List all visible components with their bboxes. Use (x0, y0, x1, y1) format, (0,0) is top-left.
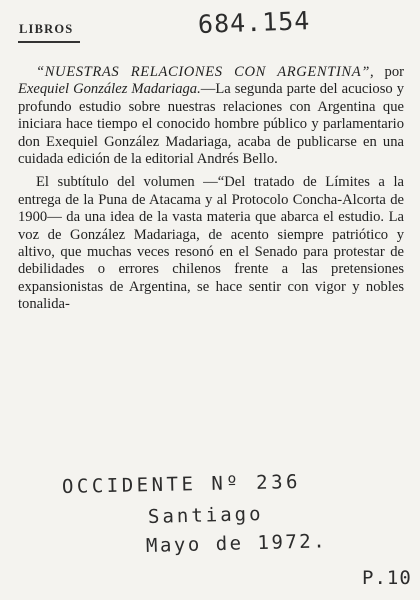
book-author: Exequiel González Madariaga. (18, 81, 201, 98)
byline-connector: , por (369, 64, 404, 80)
handwritten-catalog-number: 684.154 (197, 6, 311, 39)
paragraph-1-text: —La segunda parte del acucioso y profundo estudio sobre nuestras relaciones con Argentina que iniciara hace tiempo el conocido hombre público y parlamentario don Exequiel González Madariaga, acaba de publicarse en una cuidada edición de la editorial Andrés Bello. (18, 81, 404, 168)
section-label: LIBROS (19, 22, 74, 36)
book-title: “NUESTRAS RELACIONES CON ARGENTINA” (36, 64, 370, 80)
section-underline (18, 41, 80, 43)
handwritten-date: Mayo de 1972. (145, 530, 328, 557)
handwritten-page-number: P.10 (362, 567, 412, 589)
handwritten-source: OCCIDENTE Nº 236 (61, 470, 302, 498)
article-paragraph-1 (18, 64, 404, 168)
handwritten-city: Santiago (147, 502, 264, 528)
article-body (18, 64, 404, 314)
article-paragraph-2: El subtítulo del volumen —“Del tratado de Límites a la entrega de la Puna de Atacama y al Protocolo Concha-Alcorta de 1900— da una idea de la vasta materia que abarca el estudio. La voz de González Madariaga, de acento siempre patriótico y altivo, que muchas veces resonó en el Senado para protestar de debilidades o errores chilenos frente a las pretensiones expansionistas de Argentina, se hace sentir con vigor y nobles tonalida- (18, 174, 404, 313)
